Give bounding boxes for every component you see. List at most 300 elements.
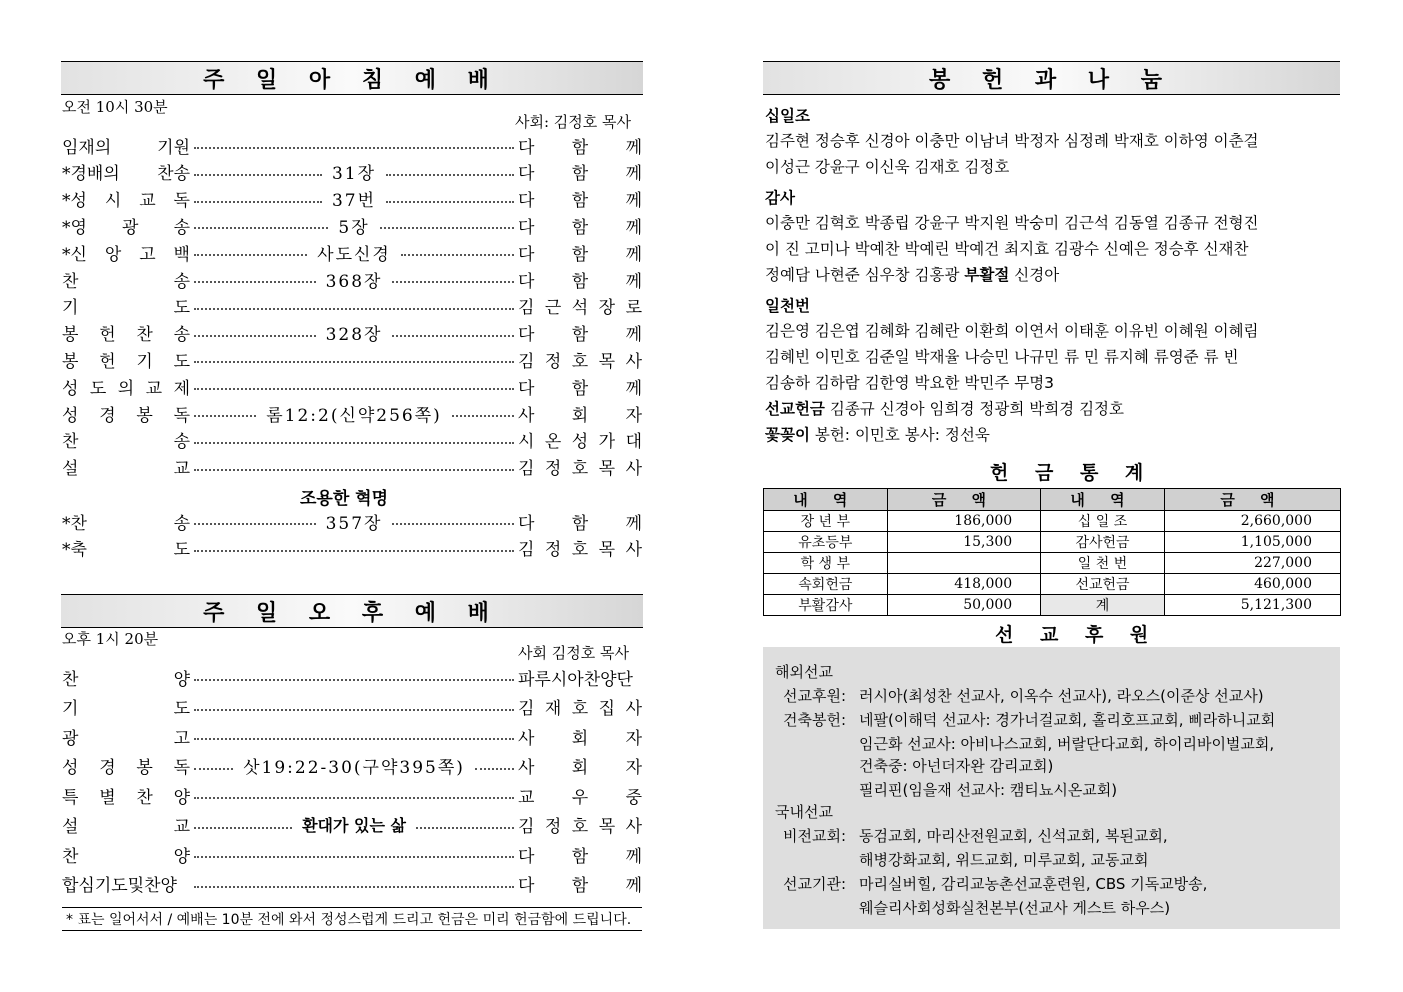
table-row xyxy=(764,595,1341,616)
text-part: 가 xyxy=(598,432,616,453)
text-part: 께 xyxy=(625,244,643,265)
order-row xyxy=(62,346,642,372)
tithe-label: 십일조 xyxy=(765,107,810,125)
ilcheon-names xyxy=(765,318,1345,396)
text-part: 자 xyxy=(625,728,642,749)
order-label xyxy=(62,665,190,690)
text-part: 고 xyxy=(139,244,156,265)
text-part: 회 xyxy=(571,405,589,426)
morning-service-title: 주 일 아 침 예 배 xyxy=(203,67,501,93)
sermon-title: 조용한 혁명 xyxy=(300,489,389,509)
vision-value: 해병강화교회, 위드교회, 미루교회, 교동교회 xyxy=(859,851,1149,869)
order-label xyxy=(62,267,190,292)
order-row xyxy=(62,694,642,720)
domestic-label: 국내선교 xyxy=(775,803,833,821)
text-part: 목 xyxy=(598,459,616,480)
text-part: 사 xyxy=(625,540,642,560)
text-part: 재 xyxy=(544,699,562,719)
order-responsible xyxy=(518,347,642,372)
text-part: 호 xyxy=(571,351,589,372)
morning-leader: 사회: 김정호 목사 xyxy=(515,113,632,131)
table-cell-amount: 460,000 xyxy=(1164,574,1340,595)
text-part: 특 xyxy=(62,787,79,808)
text-part: 정 xyxy=(544,351,562,372)
build-value: 네팔(이해덕 선교사: 경가너걸교회, 홀리호프교회, 삐라하니교회 xyxy=(859,711,1276,729)
table-cell-amount: 418,000 xyxy=(887,574,1041,595)
leader-dots xyxy=(416,827,514,829)
order-row xyxy=(62,427,642,453)
text-part: 찬 xyxy=(62,271,79,292)
text-part: 설 xyxy=(62,817,79,837)
order-row xyxy=(62,753,642,779)
tithe-names-line: 김주현 정승후 신경아 이충만 이남녀 박정자 심정례 박재호 이하영 이춘걸 xyxy=(765,132,1259,150)
table-cell-category: 선교헌금 xyxy=(1041,574,1165,595)
table-cell-category: 십 일 조 xyxy=(1041,511,1165,532)
table-cell-category: 부활감사 xyxy=(764,595,888,616)
order-label xyxy=(62,320,190,345)
text-part: 사 xyxy=(625,351,642,372)
text-part: 김 xyxy=(518,540,535,560)
table-cell-amount: 186,000 xyxy=(887,511,1041,532)
order-responsible xyxy=(518,842,642,867)
order-row xyxy=(62,132,642,158)
order-responsible xyxy=(518,213,642,238)
order-responsible xyxy=(518,133,642,158)
leader-dots xyxy=(386,174,514,176)
order-detail: 사도신경 xyxy=(317,244,391,265)
table-cell-category: 감사헌금 xyxy=(1041,532,1165,553)
offering-body xyxy=(765,98,1345,448)
text-part: 온 xyxy=(544,432,562,453)
order-responsible xyxy=(518,665,642,690)
text-part: 시 xyxy=(518,432,535,453)
text-part: 목 xyxy=(598,540,616,560)
text-part: 송 xyxy=(173,432,190,453)
text-part: 도 xyxy=(173,540,190,560)
text-part: 다 xyxy=(518,378,535,399)
leader-dots xyxy=(194,738,514,740)
org-value: 마리실버힐, 감리교농촌선교훈련원, CBS 기독교방송, xyxy=(859,875,1208,893)
order-label xyxy=(62,133,190,158)
text-part: 함 xyxy=(571,378,589,399)
text-part: 회 xyxy=(571,758,589,778)
text-part: 도 xyxy=(173,298,190,319)
order-detail: 328장 xyxy=(325,325,383,346)
order-detail: 롬12:2(신약256쪽) xyxy=(266,405,442,426)
tithe-names xyxy=(765,128,1345,180)
text-part: 도 xyxy=(89,378,107,399)
order-responsible xyxy=(518,374,642,399)
text-part: 찬 xyxy=(136,787,153,808)
text-part: 호 xyxy=(571,540,589,560)
text-part: 호 xyxy=(571,817,589,837)
thanks-names-line xyxy=(765,262,1345,288)
table-cell-category: 학 생 부 xyxy=(764,553,888,574)
order-label xyxy=(62,186,190,211)
text-part: 호 xyxy=(571,699,589,719)
leader-dots xyxy=(194,442,514,444)
order-responsible xyxy=(518,427,642,452)
table-row xyxy=(764,532,1341,553)
order-label xyxy=(62,240,190,265)
build-value: 임근화 선교사: 아비나스교회, 버랄단다교회, 하이리바이벌교회, xyxy=(859,735,1275,753)
text-part: 경 xyxy=(99,405,116,426)
morning-service-header xyxy=(61,61,643,95)
text-part: 광 xyxy=(122,217,139,238)
text-part: 백 xyxy=(173,244,190,265)
leader-dots xyxy=(194,308,514,310)
table-cell-category: 계 xyxy=(1041,595,1165,616)
afternoon-leader: 사회 김정호 목사 xyxy=(518,644,629,662)
ilcheon-names-line: 김은영 김은엽 김혜화 김혜란 이환희 이연서 이태훈 이유빈 이혜원 이혜림 xyxy=(765,322,1259,340)
table-row xyxy=(764,553,1341,574)
order-responsible xyxy=(518,401,642,426)
table-cell-amount: 2,660,000 xyxy=(1164,511,1340,532)
easter-label: 부활절 xyxy=(964,266,1010,284)
text-part: 정 xyxy=(544,817,562,837)
text-part: 김 xyxy=(518,298,535,319)
org-key: 선교기관: xyxy=(783,875,847,893)
text-part: 김 xyxy=(518,459,535,480)
text-part: 합심기도및찬양 xyxy=(62,876,177,896)
table-cell-amount: 15,300 xyxy=(887,532,1041,553)
order-detail: 31장 xyxy=(331,164,377,185)
text-part: 성 xyxy=(571,432,589,453)
text-part: 교 xyxy=(173,817,190,837)
text-part: 독 xyxy=(173,191,190,212)
table-cell-amount: 50,000 xyxy=(887,595,1041,616)
text-part: 김 xyxy=(518,817,535,837)
text-part: *경배의 xyxy=(62,164,120,185)
text-part: 광 xyxy=(62,728,79,749)
thanks-names-line: 이 진 고미나 박예찬 박예린 박예건 최지효 김광수 신예은 정승후 신재찬 xyxy=(765,240,1249,258)
order-label xyxy=(62,427,190,452)
order-detail: 5장 xyxy=(338,217,370,238)
order-detail: 37번 xyxy=(331,191,377,212)
text-part: 교 xyxy=(139,191,156,212)
text-part: *신 xyxy=(62,244,87,265)
table-header-row xyxy=(764,489,1341,511)
column-header: 금 액 xyxy=(1164,489,1340,511)
text-part: 기 xyxy=(136,351,153,372)
text-part: 김 xyxy=(518,699,535,719)
leader-dots xyxy=(194,797,514,799)
text-part: 다 xyxy=(518,846,535,867)
leader-dots xyxy=(194,523,316,525)
leader-dots xyxy=(194,361,514,363)
order-label xyxy=(62,783,190,808)
text-part: 도 xyxy=(173,699,190,719)
order-row xyxy=(62,723,642,749)
text-part: 사 xyxy=(625,699,642,719)
text-part: 께 xyxy=(625,191,642,212)
table-row xyxy=(764,511,1341,532)
leader-dots xyxy=(194,147,514,149)
text-part: 김 xyxy=(518,351,535,372)
table-cell-amount: 1,105,000 xyxy=(1164,532,1340,553)
order-row xyxy=(62,454,642,480)
leader-dots xyxy=(194,856,514,858)
missions-title: 선 교 후 원 xyxy=(995,624,1159,646)
missions-box xyxy=(763,647,1340,929)
text-part: 찬 xyxy=(62,669,79,690)
order-responsible xyxy=(518,535,642,560)
thanks-names-part: 신경아 xyxy=(1014,266,1060,284)
text-part: 도 xyxy=(173,351,190,372)
ilcheon-names-line: 김송하 김하람 김한영 박요한 박민주 무명3 xyxy=(765,374,1055,392)
offering-stats-table xyxy=(763,488,1341,616)
ilcheon-label: 일천번 xyxy=(765,297,810,315)
offering-header xyxy=(763,61,1340,95)
text-part: 기 xyxy=(62,699,79,719)
afternoon-service-title: 주 일 오 후 예 배 xyxy=(203,600,501,626)
order-row xyxy=(62,266,642,292)
text-part: 다 xyxy=(518,325,535,346)
text-part: 양 xyxy=(173,669,190,690)
text-part: 앙 xyxy=(104,244,122,265)
text-part: 송 xyxy=(173,271,190,292)
text-part: 께 xyxy=(625,846,642,867)
text-part: 기원 xyxy=(157,137,190,158)
leader-dots xyxy=(194,388,514,390)
order-row xyxy=(62,239,642,265)
table-cell-category: 유초등부 xyxy=(764,532,888,553)
text-part: 함 xyxy=(571,137,589,158)
thanks-label: 감사 xyxy=(765,189,795,207)
leader-dots xyxy=(194,709,514,711)
leader-dots xyxy=(194,254,307,256)
table-cell-amount: 5,121,300 xyxy=(1164,595,1340,616)
text-part: 찬 xyxy=(136,325,153,346)
leader-dots xyxy=(194,335,316,337)
text-part: 설 xyxy=(62,459,79,480)
column-header: 내 역 xyxy=(764,489,888,511)
offering-title: 봉 헌 과 나 눔 xyxy=(929,67,1174,93)
leader-dots xyxy=(392,523,514,525)
order-responsible xyxy=(518,753,642,778)
thanks-names-line: 이충만 김혁호 박종립 강윤구 박지원 박숭미 김근석 김동열 김종규 전형진 xyxy=(765,214,1259,232)
text-part: 께 xyxy=(625,217,642,238)
text-part: 회 xyxy=(571,728,589,749)
org-value: 웨슬리사회성화실천본부(선교사 게스트 하우스) xyxy=(859,899,1171,917)
text-part: 봉 xyxy=(136,758,153,778)
order-row xyxy=(62,186,642,212)
text-part: *성 xyxy=(62,191,87,212)
text-part: 장 xyxy=(598,298,616,319)
leader-dots xyxy=(392,281,514,283)
text-part: 다 xyxy=(518,876,535,896)
text-part: 양 xyxy=(173,846,190,867)
order-row xyxy=(62,871,642,897)
column-header: 금 액 xyxy=(887,489,1041,511)
text-part: 근 xyxy=(544,298,562,319)
text-part: 사 xyxy=(625,817,643,837)
order-row xyxy=(62,212,642,238)
order-label xyxy=(62,535,190,560)
order-row xyxy=(62,508,642,534)
text-part: 다 xyxy=(518,513,535,534)
text-part: 께 xyxy=(625,325,642,346)
text-part: 호 xyxy=(571,459,589,480)
leader-dots xyxy=(194,550,514,552)
overseas-label: 해외선교 xyxy=(775,663,833,681)
order-label xyxy=(62,812,190,837)
order-responsible xyxy=(518,783,642,808)
text-part: 함 xyxy=(571,876,589,896)
leader-dots xyxy=(194,174,322,176)
text-part: 로 xyxy=(625,298,642,319)
text-part: 다 xyxy=(518,271,535,292)
text-part: 함 xyxy=(571,513,589,534)
leader-dots xyxy=(194,768,233,770)
order-row xyxy=(62,400,642,426)
text-part: 의 xyxy=(117,378,135,399)
text-part: 다 xyxy=(518,217,535,238)
text-part: 함 xyxy=(571,191,589,212)
text-part: *영 xyxy=(62,217,87,238)
table-cell-amount: 227,000 xyxy=(1164,553,1340,574)
text-part: 함 xyxy=(571,846,589,867)
text-part: 함 xyxy=(571,217,589,238)
text-part: 께 xyxy=(625,378,642,399)
mission-offering-label: 선교헌금 xyxy=(765,400,825,418)
table-cell-amount xyxy=(887,553,1041,574)
build-value: 건축중: 아넌더자완 감리교회) xyxy=(859,757,1054,775)
order-label xyxy=(62,347,190,372)
text-part: 별 xyxy=(99,787,116,808)
order-responsible xyxy=(518,240,642,265)
text-part: 성 xyxy=(62,378,79,399)
text-part: 고 xyxy=(173,728,190,749)
text-part: 다 xyxy=(518,137,535,158)
ilcheon-names-line: 김혜빈 이민호 김준일 박재율 나승민 나규민 류 민 류지혜 류영준 류 빈 xyxy=(765,348,1239,366)
text-part: 정 xyxy=(544,459,562,480)
leader-dots xyxy=(194,415,256,417)
text-part: 교 xyxy=(518,787,535,808)
leader-dots xyxy=(386,201,514,203)
text-part: 께 xyxy=(625,271,642,292)
order-label xyxy=(62,871,190,896)
support-value: 러시아(최성찬 선교사, 이옥수 선교사), 라오스(이준상 선교사) xyxy=(859,687,1264,705)
table-cell-category: 장 년 부 xyxy=(764,511,888,532)
order-responsible xyxy=(518,293,642,318)
support-key: 선교후원: xyxy=(783,687,847,705)
text-part: 중 xyxy=(625,787,642,808)
order-responsible xyxy=(518,871,642,896)
text-part: 사 xyxy=(518,405,535,426)
table-cell-category: 속회헌금 xyxy=(764,574,888,595)
leader-dots xyxy=(475,768,514,770)
text-part: 집 xyxy=(598,699,616,719)
text-part: 목 xyxy=(598,351,616,372)
order-label xyxy=(62,293,190,318)
mission-offering-names: 김종규 신경아 임희경 정광희 박희경 김정호 xyxy=(829,400,1124,418)
text-part: 헌 xyxy=(99,325,116,346)
order-row xyxy=(62,373,642,399)
text-part: 우 xyxy=(571,787,589,808)
order-row xyxy=(62,782,642,808)
text-part: 함 xyxy=(571,325,589,346)
leader-dots xyxy=(380,227,514,229)
order-label xyxy=(62,374,190,399)
text-part: 양 xyxy=(173,787,190,808)
order-label xyxy=(62,694,190,719)
leader-dots xyxy=(401,254,514,256)
text-part: 정 xyxy=(544,540,562,560)
vision-key: 비전교회: xyxy=(783,827,847,845)
text-part: 송 xyxy=(173,325,190,346)
stats-title: 헌 금 통 계 xyxy=(990,462,1154,484)
vision-value: 동검교회, 마리산전원교회, 신석교회, 복된교회, xyxy=(859,827,1168,845)
text-part: 헌 xyxy=(99,351,116,372)
text-part: 봉 xyxy=(62,351,79,372)
leader-dots xyxy=(194,201,322,203)
text-part: 께 xyxy=(625,164,642,185)
text-part: 기 xyxy=(62,298,79,319)
flower-line xyxy=(765,422,1345,448)
text-part: *찬 xyxy=(62,513,87,534)
order-responsible xyxy=(518,509,642,534)
afternoon-time: 오후 1시 20분 xyxy=(62,630,159,648)
order-label xyxy=(62,159,190,184)
order-responsible xyxy=(518,454,642,479)
text-part: 성 xyxy=(62,405,79,426)
order-detail: 환대가 있는 삶 xyxy=(302,816,406,835)
text-part: 함 xyxy=(571,164,589,185)
mission-offering-line xyxy=(765,396,1345,422)
text-part: 찬송 xyxy=(157,164,190,185)
tithe-names-line: 이성근 강윤구 이신욱 김재호 김정호 xyxy=(765,158,1010,176)
order-detail: 삿19:22-30(구약395쪽) xyxy=(243,758,465,778)
build-value: 필리핀(임을재 선교사: 캠티뇨시온교회) xyxy=(859,781,1118,799)
order-row xyxy=(62,841,642,867)
order-responsible xyxy=(518,267,642,292)
text-part: 다 xyxy=(518,164,535,185)
leader-dots xyxy=(194,227,328,229)
text-part: 파루시아찬양단 xyxy=(518,669,633,690)
column-header: 내 역 xyxy=(1041,489,1165,511)
footnote: * 표는 일어서서 / 예배는 10분 전에 와서 정성스럽게 드리고 헌금은 미리 헌금함에 드립니다. xyxy=(62,907,642,931)
table-row xyxy=(764,574,1341,595)
text-part: 교 xyxy=(145,378,163,399)
leader-dots xyxy=(194,827,292,829)
text-part: 봉 xyxy=(62,325,79,346)
order-label xyxy=(62,454,190,479)
text-part: 임재의 xyxy=(62,137,112,158)
order-label xyxy=(62,753,190,778)
order-label xyxy=(62,509,190,534)
text-part: 자 xyxy=(625,405,643,426)
order-row xyxy=(62,293,642,319)
text-part: 대 xyxy=(625,432,642,453)
text-part: *축 xyxy=(62,540,87,560)
text-part: 사 xyxy=(625,459,642,480)
order-row xyxy=(62,159,642,185)
order-row xyxy=(62,812,642,838)
text-part: 찬 xyxy=(62,846,79,867)
order-row xyxy=(62,664,642,690)
order-detail: 357장 xyxy=(325,513,383,534)
order-responsible xyxy=(518,320,642,345)
build-key: 건축봉헌: xyxy=(783,711,847,729)
flower-text: 봉헌: 이민호 봉사: 정선욱 xyxy=(814,426,990,444)
text-part: 자 xyxy=(625,758,642,778)
order-label xyxy=(62,842,190,867)
text-part: 함 xyxy=(571,244,589,265)
thanks-names-part: 정예담 나현준 심우창 김홍광 xyxy=(765,266,960,284)
leader-dots xyxy=(452,415,514,417)
text-part: 봉 xyxy=(136,405,153,426)
